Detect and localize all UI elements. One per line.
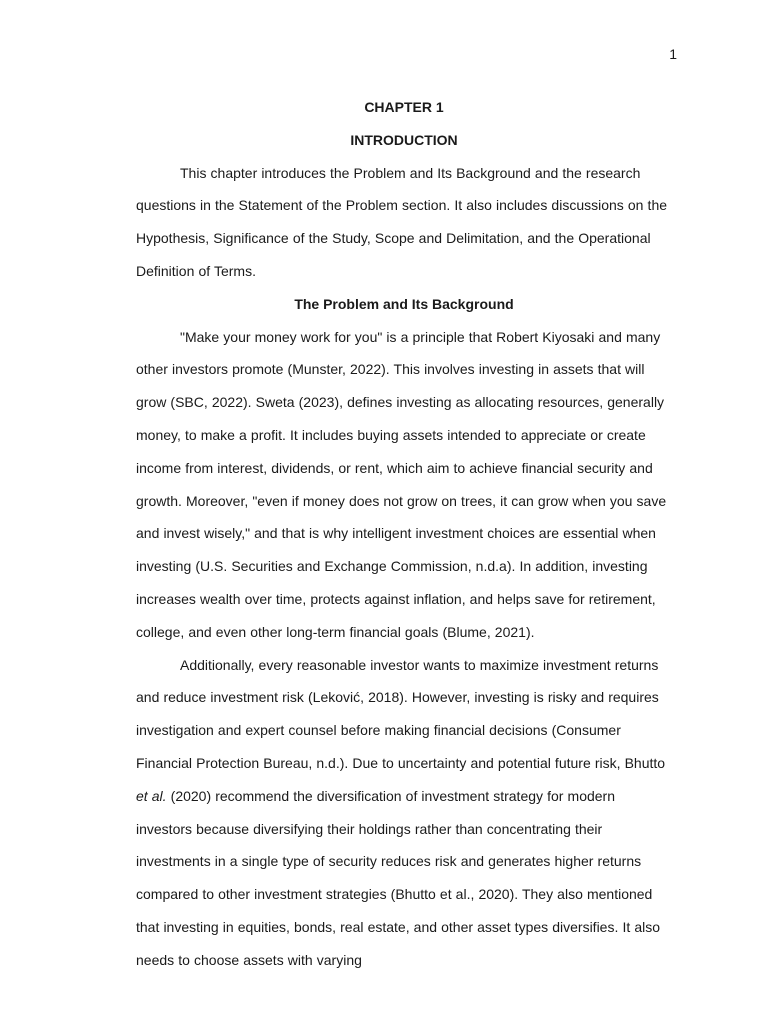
- chapter-label: CHAPTER 1: [364, 99, 444, 115]
- paragraph-2-italic-etal: et al.: [136, 787, 167, 804]
- paragraph-2-text-end: (2020) recommend the diversification of investment strategy for modern investors because diversifying their holdings rather than concentrating their investments in a single type of security reduces risk and generates higher returns compared to other investment strategies (Bhutto et al., 2020). They also mentioned that investing in equities, bonds, real estate, and other asset types diversifies. It also needs to choose assets with varying: [136, 787, 661, 968]
- paragraph-2-text-start: Additionally, every reasonable investor wants to maximize investment returns and reduce investment risk (Leković, 2018). However, investing is risky and requires investigation and expert counsel before making financial decisions (Consumer Financial Protection Bureau, n.d.). Due to uncertainty and potential future risk, Bhutto: [136, 656, 666, 771]
- intro-paragraph: This chapter introduces the Problem and Its Background and the research questions in the Statement of the Problem section. It also includes discussions on the Hypothesis, Significance of the Study, Scope and Delimitation, and the Operational Definition of Terms.: [136, 164, 668, 279]
- section-heading: The Problem and Its Background: [294, 295, 514, 312]
- document-body: [136, 91, 672, 977]
- background-paragraph-2: [136, 649, 672, 977]
- page-number: 1: [669, 46, 677, 62]
- background-paragraph-1: "Make your money work for you" is a principle that Robert Kiyosaki and many other investors promote (Munster, 2022). This involves investing in assets that will grow (SBC, 2022). Sweta (2023), defines investing as allocating resources, generally money, to make a profit. It includes buying assets intended to appreciate or create income from interest, dividends, or rent, which aim to achieve financial security and growth. Moreover, "even if money does not grow on trees, it can grow when you save and invest wisely," and that is why intelligent investment choices are essential when investing (U.S. Securities and Exchange Commission, n.d.a). In addition, investing increases wealth over time, protects against inflation, and helps save for retirement, college, and even other long-term financial goals (Blume, 2021).: [136, 328, 667, 640]
- chapter-title: INTRODUCTION: [350, 131, 458, 148]
